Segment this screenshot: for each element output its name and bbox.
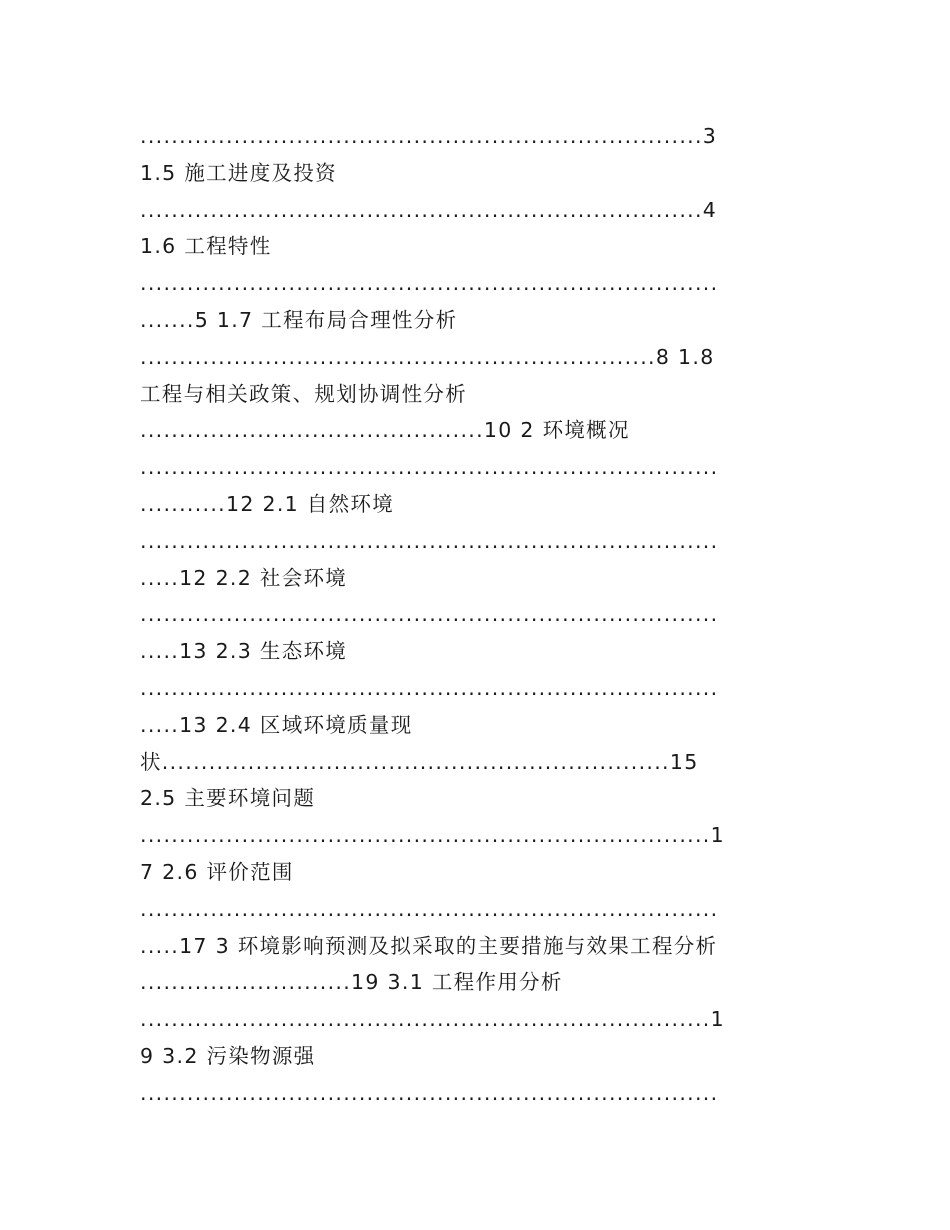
toc-line: .......5 1.7 工程布局合理性分析 (140, 307, 458, 332)
toc-line: 1.6 工程特性 (140, 234, 272, 259)
toc-line: 2.5 主要环境问题 (140, 786, 316, 811)
toc-line: .......................................................................... (140, 675, 719, 700)
toc-line: .......................................................................... (140, 896, 719, 921)
toc-line: .....13 2.3 生态环境 (140, 639, 348, 664)
toc-line: ...........................19 3.1 工程作用分析 (140, 970, 563, 995)
toc-line: .......................................................................... (140, 602, 719, 627)
toc-line: .......................................................................... (140, 455, 719, 480)
toc-line: ..................................................................8 1.8 (140, 344, 715, 369)
toc-line: ............................................10 2 环境概况 (140, 418, 630, 443)
toc-line: 状.................................................................15 (140, 749, 699, 774)
toc-line: ...........12 2.1 自然环境 (140, 491, 394, 516)
table-of-contents (140, 118, 820, 1112)
toc-line: .........................................................................1 (140, 823, 725, 848)
toc-line: .......................................................................... (140, 271, 719, 296)
toc-line: .......................................................................... (140, 528, 719, 553)
toc-line: ........................................................................4 (140, 197, 718, 222)
toc-line: .....13 2.4 区域环境质量现 (140, 712, 413, 737)
toc-line: 7 2.6 评价范围 (140, 859, 294, 884)
toc-line: 工程与相关政策、规划协调性分析 (140, 381, 467, 406)
toc-line: .........................................................................1 (140, 1007, 725, 1032)
toc-line: 1.5 施工进度及投资 (140, 160, 337, 185)
toc-line: .....17 3 环境影响预测及拟采取的主要措施与效果工程分析 (140, 933, 718, 958)
toc-line: ........................................................................3 (140, 124, 718, 148)
toc-line: .......................................................................... (140, 1080, 719, 1105)
toc-line: .....12 2.2 社会环境 (140, 565, 348, 590)
toc-line: 9 3.2 污染物源强 (140, 1043, 316, 1068)
